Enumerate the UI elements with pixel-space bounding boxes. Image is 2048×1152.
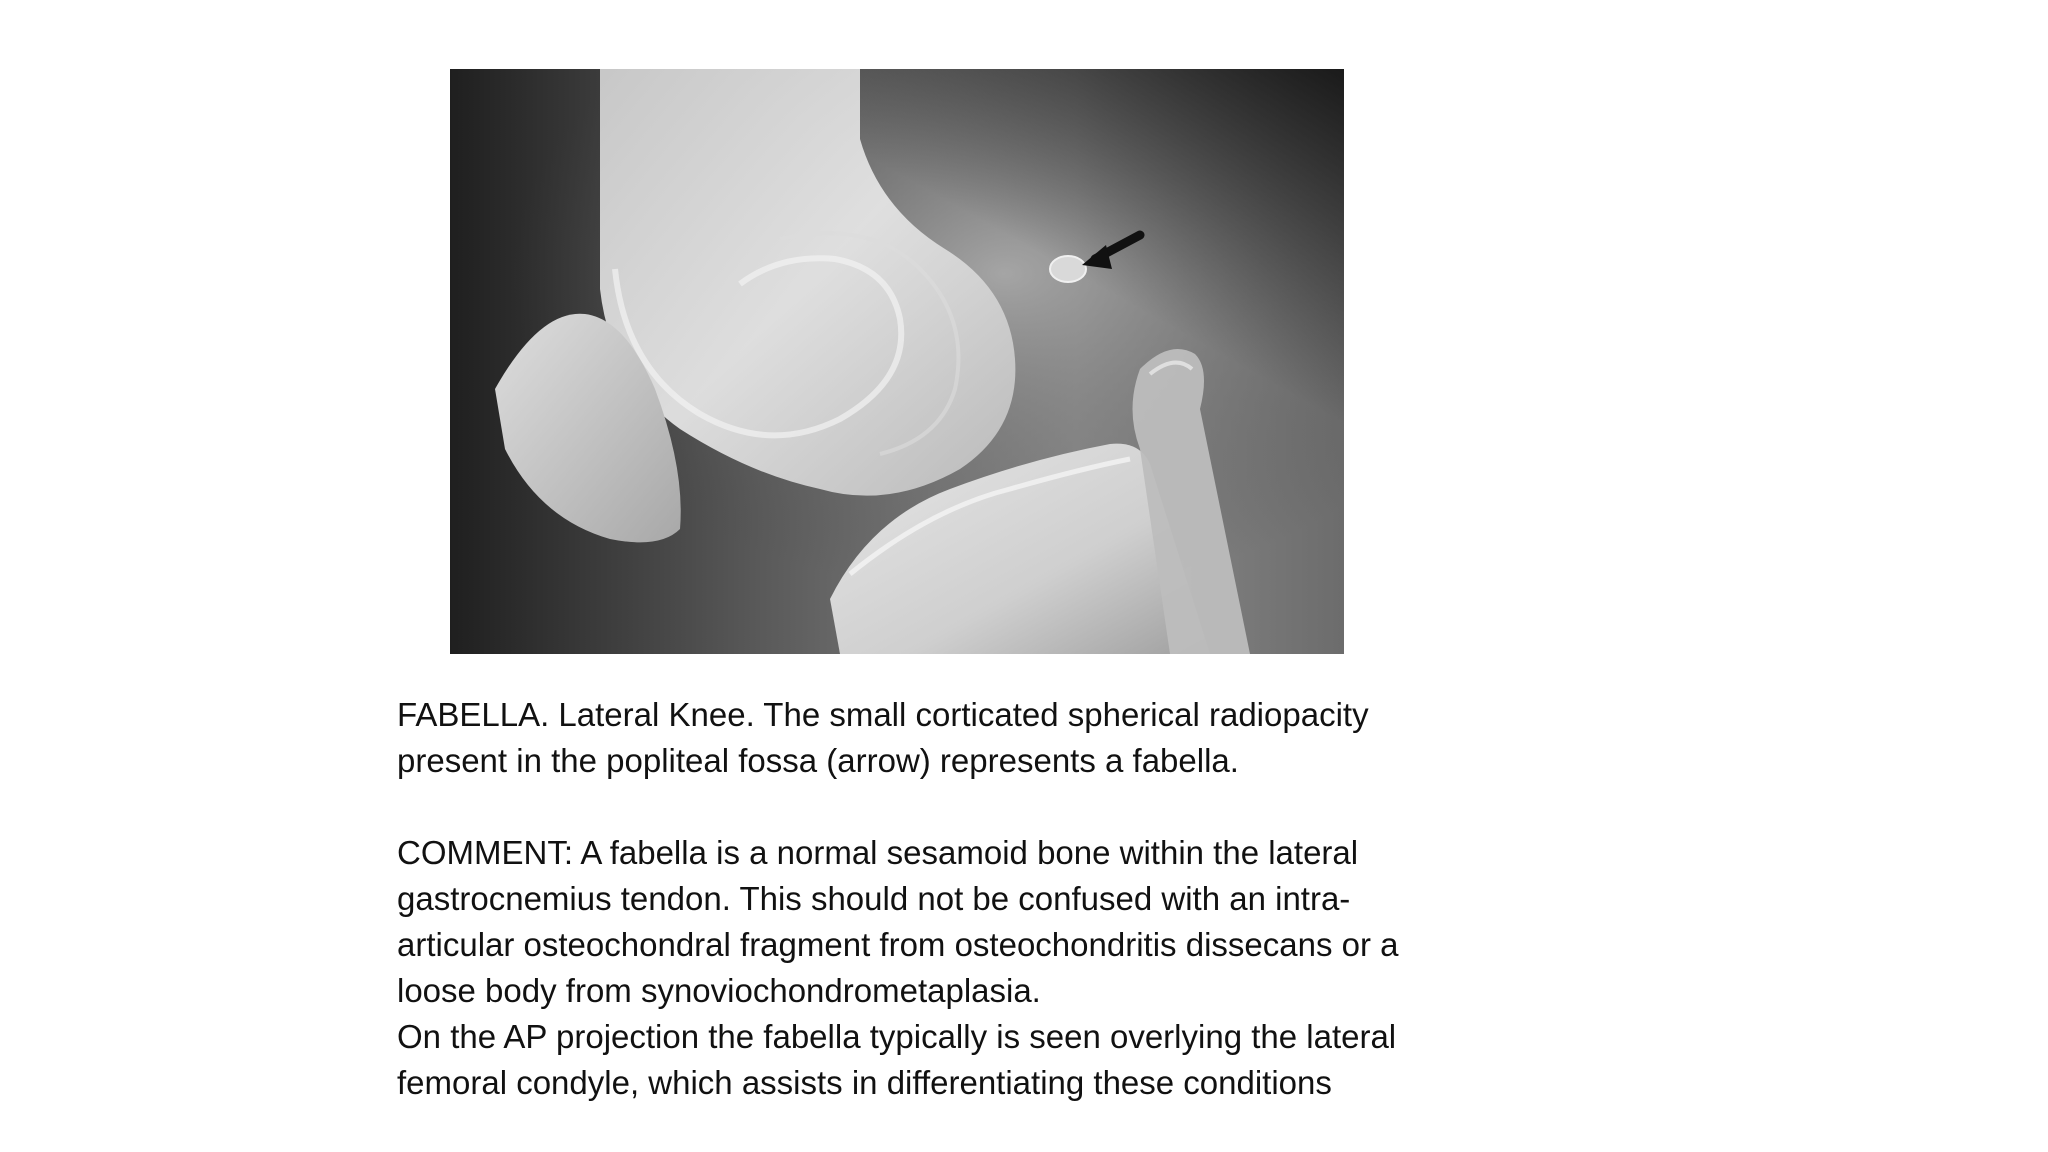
caption-line: FABELLA. Lateral Knee. The small corticated spherical radiopacity (397, 696, 1369, 733)
comment-line: gastrocnemius tendon. This should not be confused with an intra- (397, 880, 1351, 917)
comment-line: femoral condyle, which assists in differentiating these conditions (397, 1064, 1332, 1101)
comment-line: COMMENT: A fabella is a normal sesamoid bone within the lateral (397, 834, 1359, 871)
figure-caption (397, 692, 1517, 1106)
comment-line: On the AP projection the fabella typically is seen overlying the lateral (397, 1018, 1397, 1055)
knee-radiograph-image (450, 69, 1344, 654)
comment-line: loose body from synoviochondrometaplasia. (397, 972, 1041, 1009)
caption-line: present in the popliteal fossa (arrow) represents a fabella. (397, 742, 1239, 779)
fabella-marker (1050, 256, 1086, 282)
comment-line: articular osteochondral fragment from osteochondritis dissecans or a (397, 926, 1399, 963)
paragraph-spacer (397, 784, 1517, 830)
radiograph-graphic (450, 69, 1344, 654)
